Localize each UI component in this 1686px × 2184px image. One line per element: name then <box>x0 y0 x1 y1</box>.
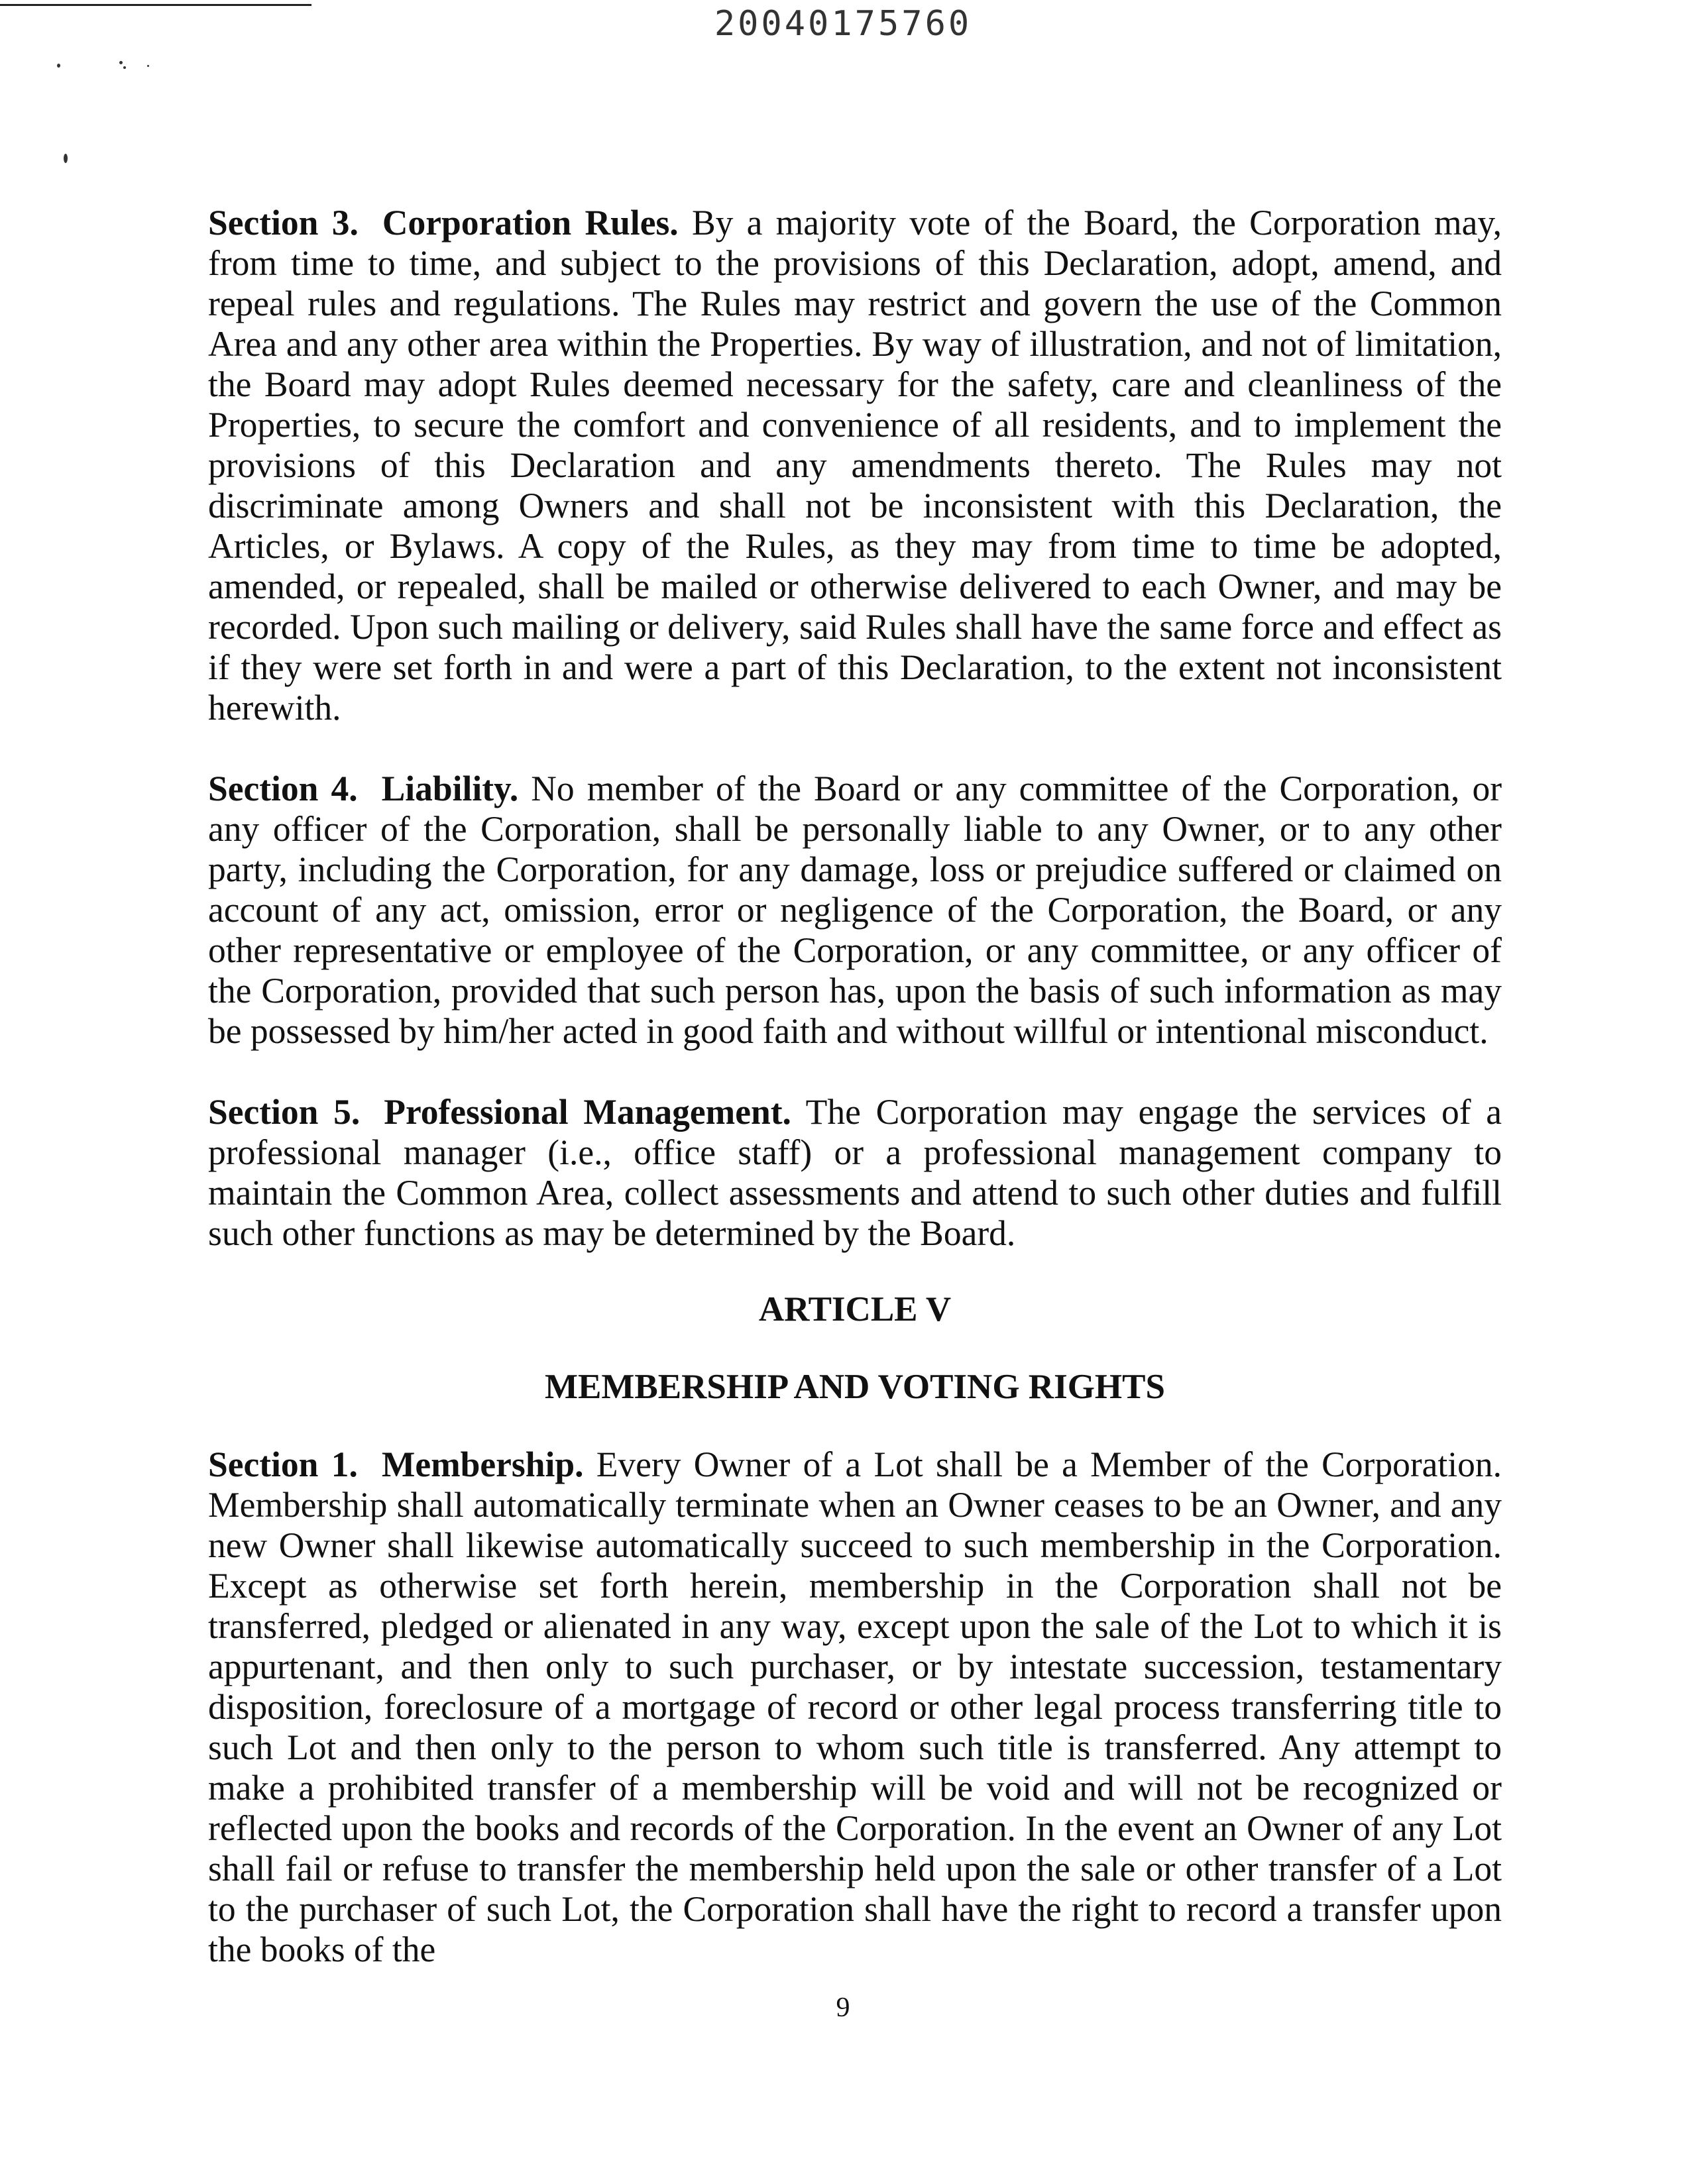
section-label: Section 1. <box>208 1445 358 1484</box>
document-body <box>208 203 1502 1970</box>
article-title: MEMBERSHIP AND VOTING RIGHTS <box>545 1368 1165 1406</box>
section-text: The Corporation may engage the services of a professional manager (i.e., office staff) or a professional management company to maintain the Common Area, collect assessments and attend to such other duties and fulfill such other functions as may be determined by the Board. <box>208 1092 1502 1253</box>
section-text: By a majority vote of the Board, the Corporation may, from time to time, and subject to the provisions of this Declaration, adopt, amend, and repeal rules and regulations. The Rules may restrict and govern the use of the Common Area and any other area within the Properties. By way of illustration, and not of limitation, the Board may adopt Rules deemed necessary for the safety, care and cleanliness of the Properties, to secure the comfort and convenience of all residents, and to implement the provisions of this Declaration and any amendments thereto. The Rules may not discriminate among Owners and shall not be inconsistent with this Declaration, the Articles, or Bylaws. A copy of the Rules, as they may from time to time be adopted, amended, or repealed, shall be mailed or otherwise delivered to each Owner, and may be recorded. Upon such mailing or delivery, said Rules shall have the same force and effect as if they were set forth in and were a part of this Declaration, to the extent not inconsistent herewith. <box>208 203 1502 728</box>
section-text: Every Owner of a Lot shall be a Member of the Corporation. Membership shall automatically terminate when an Owner ceases to be an Owner, and any new Owner shall likewise automatically succeed to such membership in the Corporation. Except as otherwise set forth herein, membership in the Corporation shall not be transferred, pledged or alienated in any way, except upon the sale of the Lot to which it is appurtenant, and then only to such purchaser, or by intestate succession, testamentary disposition, foreclosure of a mortgage of record or other legal process transferring title to such Lot and then only to the person to whom such title is transferred. Any attempt to make a prohibited transfer of a membership will be void and will not be recognized or reflected upon the books and records of the Corporation. In the event an Owner of any Lot shall fail or refuse to transfer the membership held upon the sale or other transfer of a Lot to the purchaser of such Lot, the Corporation shall have the right to record a transfer upon the books of the <box>208 1445 1502 1969</box>
section-5 <box>208 1092 1502 1254</box>
page-number: 9 <box>836 1993 850 2023</box>
article-section-1 <box>208 1445 1502 1970</box>
section-label: Section 4. <box>208 769 358 808</box>
article-number: ARTICLE V <box>758 1290 952 1329</box>
scan-speck <box>123 66 126 69</box>
scan-speck <box>57 64 60 68</box>
section-title: Membership. <box>381 1445 584 1484</box>
section-title: Liability. <box>381 769 519 808</box>
scan-speck <box>64 154 68 163</box>
scan-speck <box>119 61 123 64</box>
section-label: Section 3. <box>208 203 359 243</box>
section-4 <box>208 769 1502 1052</box>
section-title: Corporation Rules. <box>382 203 679 243</box>
section-label: Section 5. <box>208 1092 361 1132</box>
section-3 <box>208 203 1502 728</box>
section-text: No member of the Board or any committee of the Corporation, or any officer of the Corporation, shall be personally liable to any Owner, or to any other party, including the Corporation, for any damage, loss or prejudice suffered or claimed on account of any act, omission, error or negligence of the Corporation, the Board, or any other representative or employee of the Corporation, or any committee, or any officer of the Corporation, provided that such person has, upon the basis of such information as may be possessed by him/her acted in good faith and without willful or intentional misconduct. <box>208 769 1502 1051</box>
scan-speck <box>147 65 149 67</box>
section-title: Professional Management. <box>384 1092 791 1132</box>
document-number: 20040175760 <box>714 4 972 44</box>
